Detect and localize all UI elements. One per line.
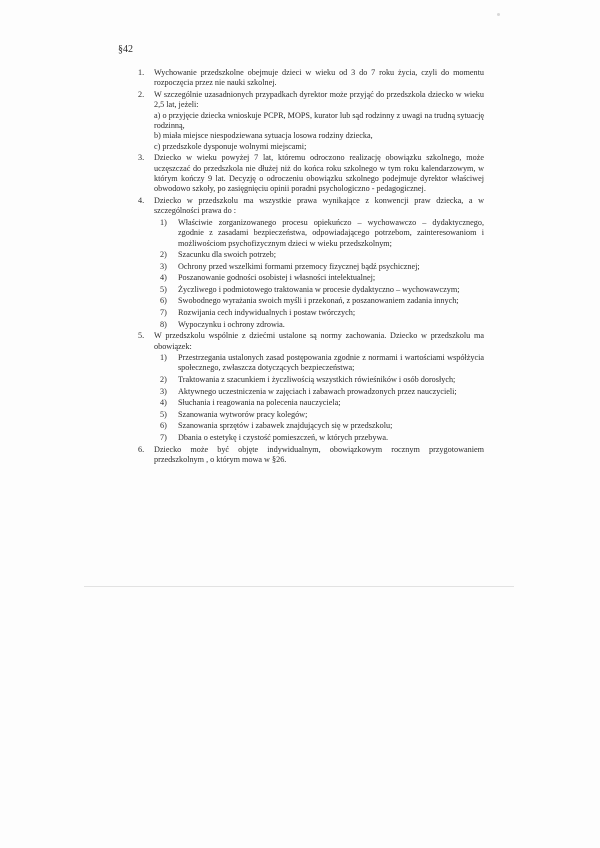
list-item-number: 6) [160,421,167,431]
list-item [154,285,484,295]
list-item-text: Traktowania z szacunkiem i życzliwością wszystkich rówieśników i osób dorosłych; [178,375,456,385]
paragraph-number: 5. [138,331,145,341]
list-item-number: 7) [160,308,167,318]
paragraph-number: 4. [138,195,145,205]
list-item [154,262,484,272]
list-item-number: 1) [160,353,167,363]
paragraph-intro: Dziecko w przedszkolu ma wszystkie prawa wynikające z konwencji praw dziecka, a w szczególności prawa do : [154,195,484,216]
paragraph-text: Dziecko w wieku powyżej 7 lat, któremu odroczono realizację obowiązku szkolnego, może uczęszczać do przedszkola nie dłużej niż do końca roku szkolnego w tym roku kalendarzowym, w którym kończy 9 lat. Decyzję o odroczeniu obowiązku szkolnego podejmuje dyrektor właściwej obwodowo szkoły, po zasięgnięciu opinii poradni psychologiczno - pedagogicznej. [154,153,484,194]
paragraph-number: 3. [138,153,145,163]
list-item [154,296,484,306]
paragraph-number: 6. [138,444,145,454]
document-body [138,68,484,466]
list-item-text: Szanowania sprzętów i zabawek znajdujących się w przedszkolu; [178,421,393,431]
list-item-number: 4) [160,398,167,408]
list-item-number: 3) [160,261,167,271]
paragraph-text: Dziecko może być objęte indywidualnym, obowiązkowym rocznym przygotowaniem przedszkolnym , o którym mowa w §26. [154,444,484,465]
list-item-number: 5) [160,409,167,419]
list-item-number: 4) [160,273,167,283]
list-item-text: Dbania o estetykę i czystość pomieszczeń, w których przebywa. [178,433,389,443]
paragraph-1 [138,68,484,89]
list-item [154,353,484,374]
list-item-text: Aktywnego uczestniczenia w zajęciach i zabawach prowadzonych przez nauczycieli; [178,386,457,396]
list-item [154,218,484,249]
paragraph-number: 1. [138,68,145,77]
sub-item-a: a) o przyjęcie dziecka wnioskuje PCPR, MOPS, kurator lub sąd rodzinny z uwagi na trudną sytuację rodzinną, [154,110,484,131]
list-item [154,320,484,330]
list-item-number: 7) [160,433,167,443]
duties-list [154,353,484,443]
list-item-text: Szacunku dla swoich potrzeb; [178,250,276,260]
list-item-text: Rozwijania cech indywidualnych i postaw twórczych; [178,308,356,318]
list-item-number: 8) [160,319,167,329]
paragraph-3 [138,153,484,195]
list-item [154,375,484,385]
list-item-number: 2) [160,250,167,260]
list-item-text: Swobodnego wyrażania swoich myśli i przekonań, z poszanowaniem zadania innych; [178,296,459,306]
section-heading: §42 [118,44,133,55]
sub-item-c: c) przedszkole dysponuje wolnymi miejscami; [154,141,307,151]
paragraph-intro: W przedszkolu wspólnie z dziećmi ustalone są normy zachowania. Dziecko w przedszkolu ma obowiązek: [154,331,484,351]
paragraph-intro: W szczególnie uzasadnionych przypadkach dyrektor może przyjąć do przedszkola dziecko w wieku 2,5 lat, jeżeli: [154,89,484,110]
list-item [154,273,484,283]
list-item-number: 3) [160,386,167,396]
sub-item-b: b) miała miejsce niespodziewana sytuacja losowa rodziny dziecka, [154,131,373,141]
list-item-number: 1) [160,217,167,227]
list-item-text: Właściwie zorganizowanego procesu opiekuńczo – wychowawczo – dydaktycznego, zgodnie z zasadami bezpieczeństwa, odpowiadającego potrzebom, zainteresowaniom i możliwościom psychofizycznym dzieci w wieku przedszkolnym; [178,217,484,248]
list-item-text: Życzliwego i podmiotowego traktowania w procesie dydaktyczno – wychowawczym; [178,284,460,294]
list-item-number: 6) [160,296,167,306]
paragraph-2 [138,90,484,152]
list-item [154,308,484,318]
scan-divider-line [84,586,514,587]
list-item-text: Przestrzegania ustalonych zasad postępowania zgodnie z normami i wartościami współżycia społecznego, zwłaszcza dotyczących bezpieczeństwa; [178,353,484,373]
paragraph-text: Wychowanie przedszkolne obejmuje dzieci w wieku od 3 do 7 roku życia, czyli do momentu rozpoczęcia przez nie nauki szkolnej. [154,68,484,88]
paragraph-5 [138,331,484,443]
paragraph-number: 2. [138,89,145,99]
list-item [154,250,484,260]
paragraph-4 [138,196,484,330]
list-item [154,410,484,420]
paragraph-6 [138,445,484,466]
list-item [154,433,484,443]
list-item-number: 5) [160,284,167,294]
list-item [154,421,484,431]
list-item [154,387,484,397]
list-item-text: Słuchania i reagowania na polecenia nauczyciela; [178,398,341,408]
rights-list [154,218,484,330]
list-item-text: Wypoczynku i ochrony zdrowia. [178,319,285,329]
list-item-number: 2) [160,375,167,385]
list-item-text: Szanowania wytworów pracy kolegów; [178,409,308,419]
scan-speck [497,13,500,16]
list-item-text: Ochrony przed wszelkimi formami przemocy fizycznej bądź psychicznej; [178,261,420,271]
list-item [154,398,484,408]
list-item-text: Poszanowanie godności osobistej i własności intelektualnej; [178,273,376,283]
